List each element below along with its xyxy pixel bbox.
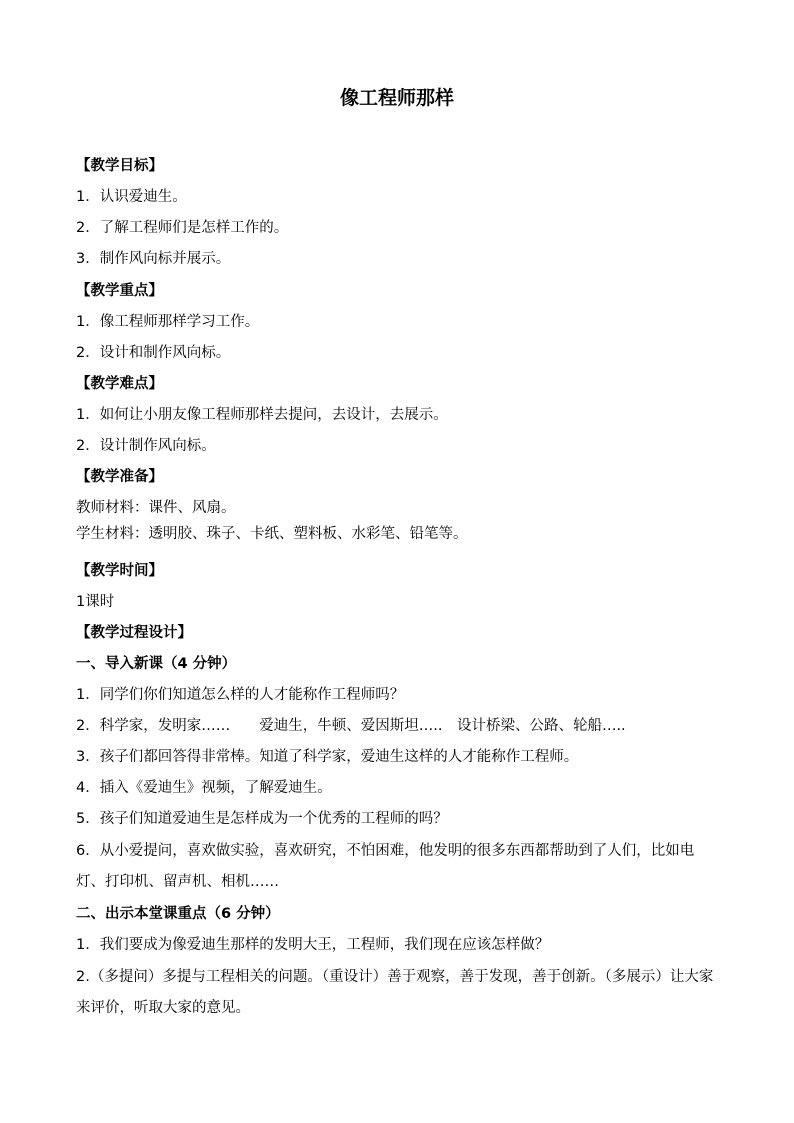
- time-heading: 【教学时间】: [76, 563, 163, 579]
- part1-item: 2．科学家，发明家…… 爱迪生，牛顿、爱因斯坦….. 设计桥梁、公路、轮船…..: [76, 718, 626, 734]
- part2-item: 1．我们要成为像爱迪生那样的发明大王，工程师，我们现在应该怎样做？: [76, 937, 550, 953]
- goals-heading: 【教学目标】: [76, 158, 163, 174]
- prep-heading: 【教学准备】: [76, 469, 163, 485]
- time-value: 1课时: [76, 594, 115, 610]
- goal-item: 1．认识爱迪生。: [76, 189, 187, 205]
- prep-item: 学生材料：透明胶、珠子、卡纸、塑料板、水彩笔、铅笔等。: [76, 526, 468, 542]
- goal-item: 2．了解工程师们是怎样工作的。: [76, 220, 289, 236]
- part2-item: 2.（多提问）多提与工程相关的问题。（重设计）善于观察，善于发现，善于创新。（多展示）让大家来评价，听取大家的意见。: [76, 969, 714, 1016]
- key-heading: 【教学重点】: [76, 283, 163, 299]
- document-title: 像工程师那样: [339, 87, 454, 109]
- key-item: 2．设计和制作风向标。: [76, 345, 231, 361]
- key-item: 1．像工程师那样学习工作。: [76, 314, 260, 330]
- part1-item: 1．同学们你们知道怎么样的人才能称作工程师吗？: [76, 687, 405, 703]
- goal-item: 3．制作风向标并展示。: [76, 251, 231, 267]
- part2-heading: 二、出示本堂课重点（6 分钟）: [76, 906, 280, 922]
- part1-heading: 一、导入新课（4 分钟）: [76, 656, 237, 672]
- difficult-item: 1．如何让小朋友像工程师那样去提问，去设计，去展示。: [76, 407, 448, 423]
- part1-item: 3．孩子们都回答得非常棒。知道了科学家，爱迪生这样的人才能称作工程师。: [76, 749, 579, 765]
- process-heading: 【教学过程设计】: [76, 625, 192, 641]
- part1-item: 5．孩子们知道爱迪生是怎样成为一个优秀的工程师的吗？: [76, 811, 448, 827]
- difficult-heading: 【教学难点】: [76, 376, 163, 392]
- part1-item: 4．插入《爱迪生》视频，了解爱迪生。: [76, 780, 332, 796]
- part1-item: 6．从小爱提问，喜欢做实验，喜欢研究，不怕困难，他发明的很多东西都帮助到了人们，比如电灯、打印机、留声机、相机……: [76, 843, 695, 890]
- prep-item: 教师材料：课件、风扇。: [76, 500, 236, 516]
- difficult-item: 2．设计制作风向标。: [76, 438, 216, 454]
